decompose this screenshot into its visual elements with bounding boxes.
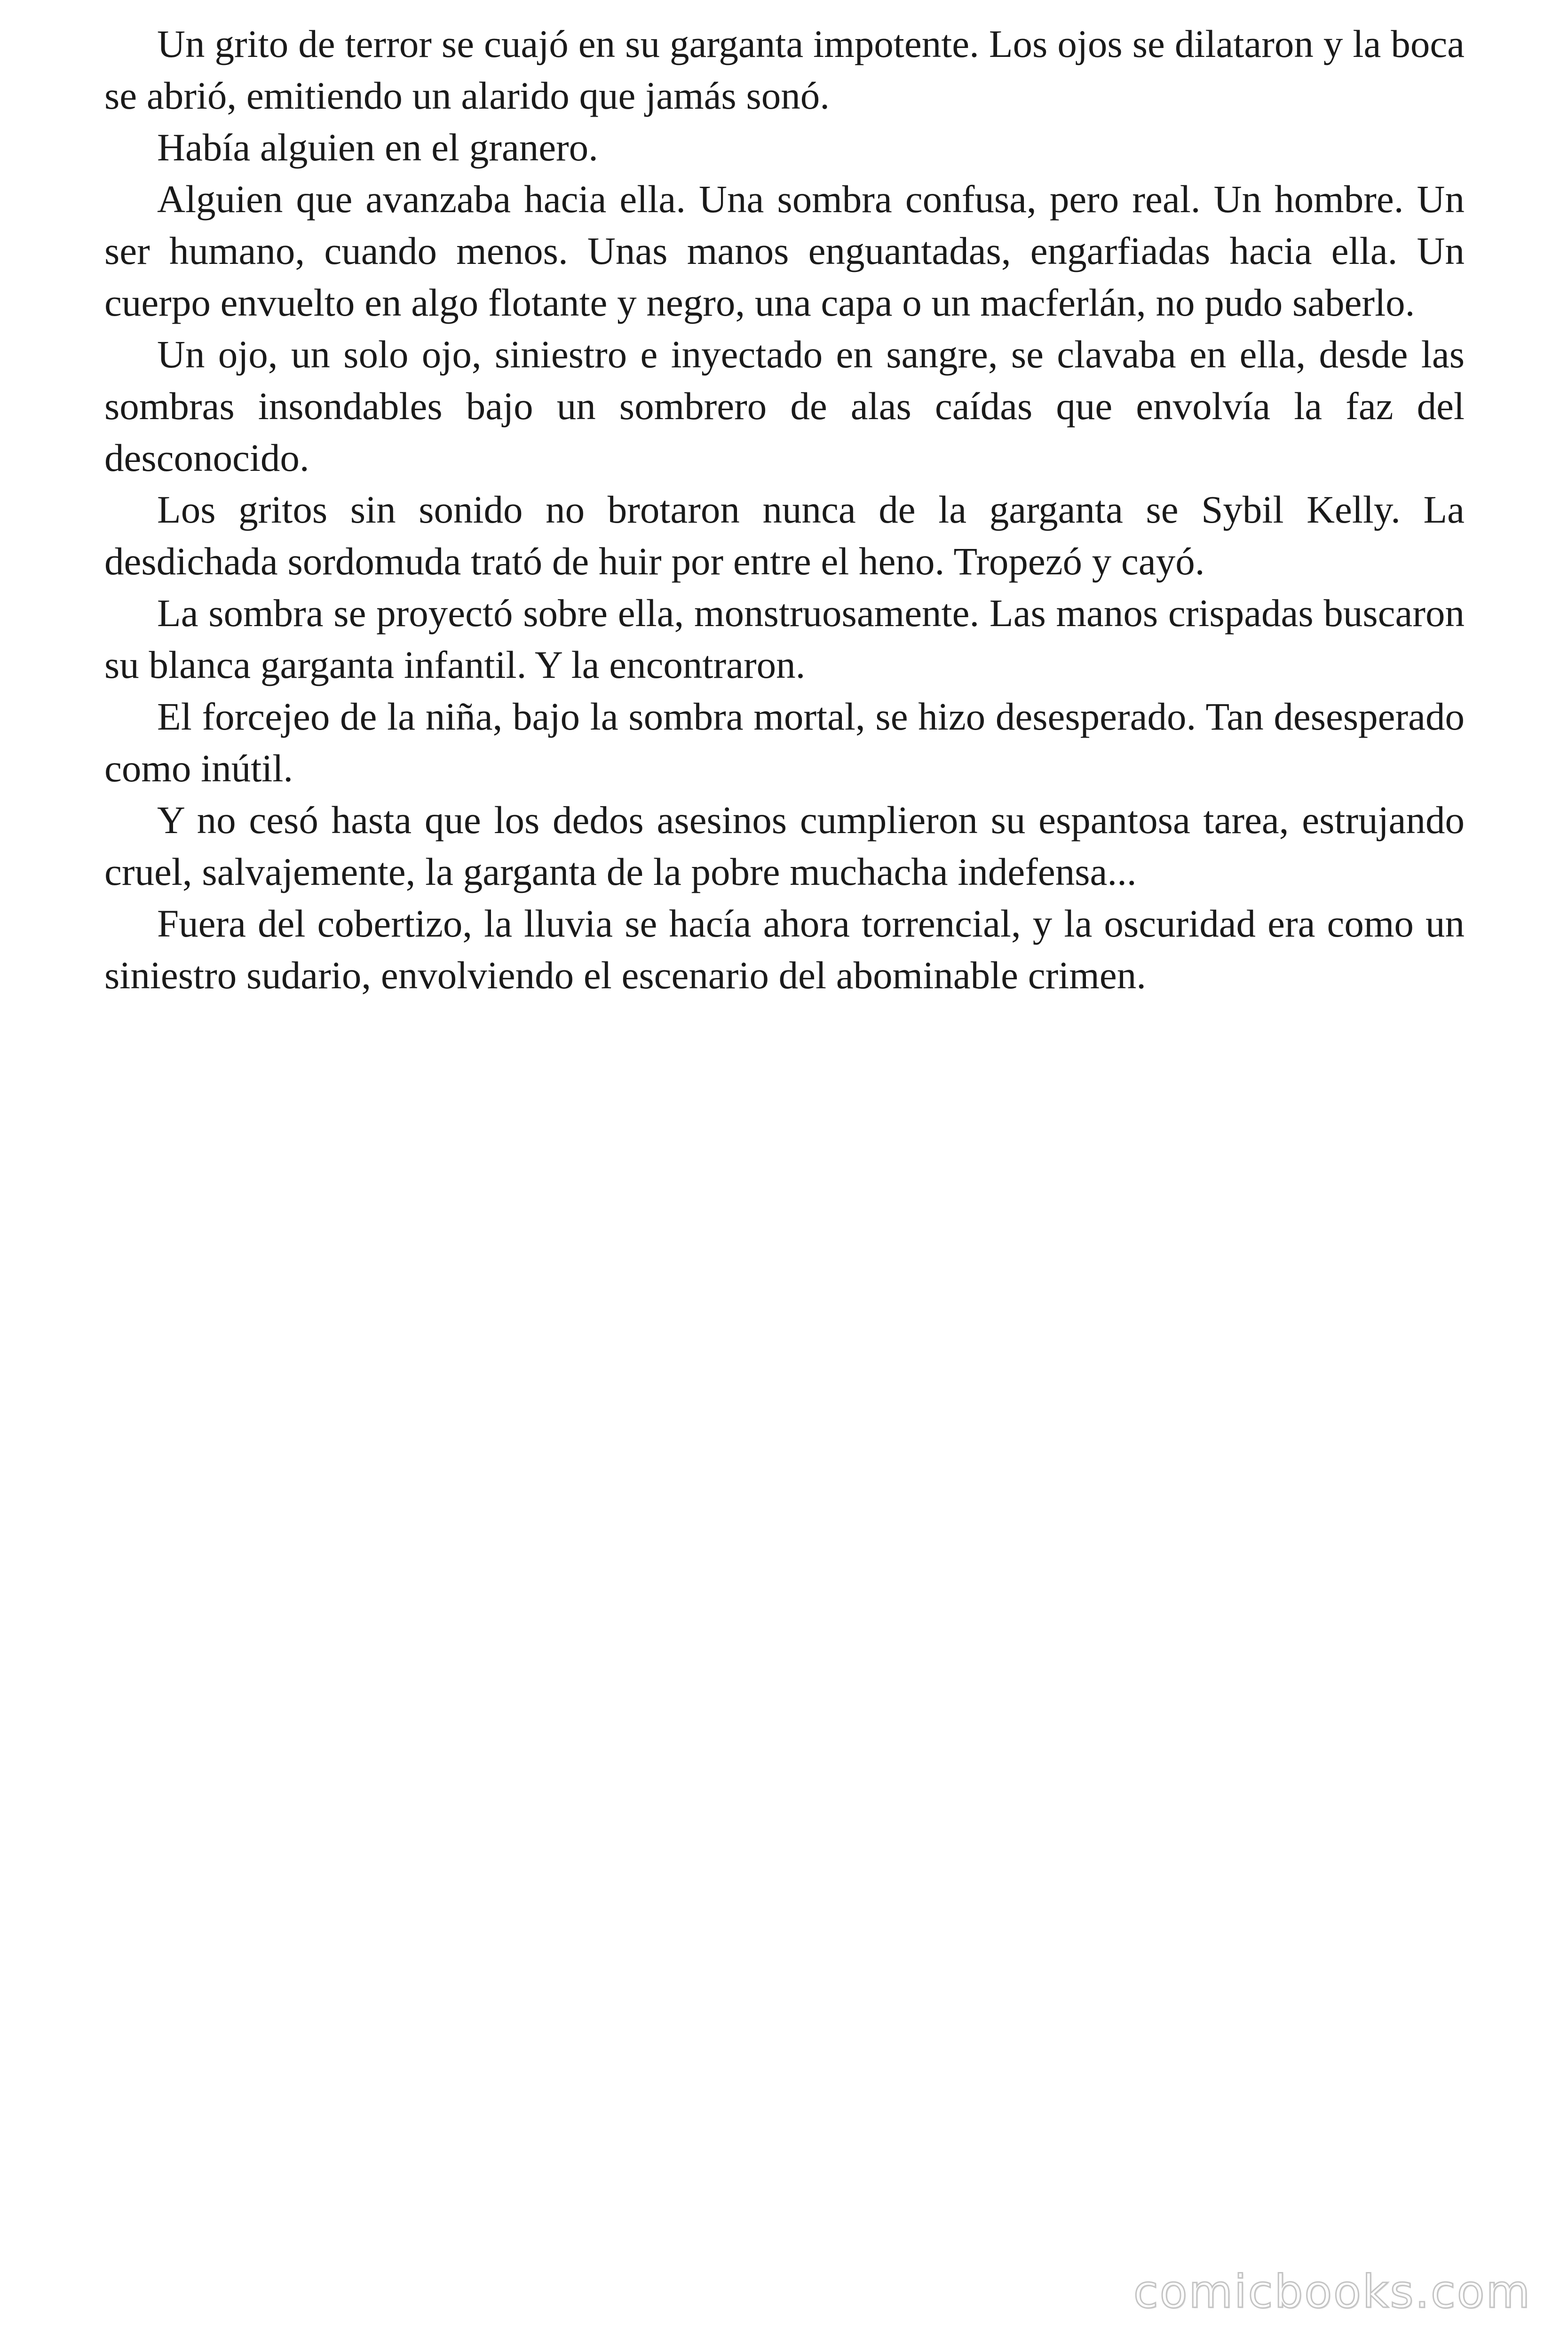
paragraph: El forcejeo de la niña, bajo la sombra mortal, se hizo desesperado. Tan desesperado como inútil. [104, 695, 1465, 790]
document-page [104, 18, 1465, 1001]
paragraph: Un grito de terror se cuajó en su garganta impotente. Los ojos se dilataron y la boca se abrió, emitiendo un alarido que jamás sonó. [104, 22, 1465, 117]
paragraph: Los gritos sin sonido no brotaron nunca de la garganta se Sybil Kelly. La desdichada sordomuda trató de huir por entre el heno. Tropezó y cayó. [104, 488, 1465, 583]
watermark: comicbooks.com [1133, 2265, 1531, 2318]
paragraph: Alguien que avanzaba hacia ella. Una sombra confusa, pero real. Un hombre. Un ser humano, cuando menos. Unas manos enguantadas, engarfiadas hacia ella. Un cuerpo envuelto en algo flotante y negro, una capa o un macferlán, no pudo saberlo. [104, 177, 1465, 324]
paragraph: Y no cesó hasta que los dedos asesinos cumplieron su espantosa tarea, estrujando cruel, salvajemente, la garganta de la pobre muchacha indefensa... [104, 798, 1465, 893]
paragraph: Un ojo, un solo ojo, siniestro e inyectado en sangre, se clavaba en ella, desde las sombras insondables bajo un sombrero de alas caídas que envolvía la faz del desconocido. [104, 333, 1465, 479]
paragraph: Fuera del cobertizo, la lluvia se hacía ahora torrencial, y la oscuridad era como un siniestro sudario, envolviendo el escenario del abominable crimen. [104, 902, 1465, 997]
paragraph: Había alguien en el granero. [157, 126, 598, 169]
paragraph: La sombra se proyectó sobre ella, monstruosamente. Las manos crispadas buscaron su blanca garganta infantil. Y la encontraron. [104, 591, 1465, 686]
